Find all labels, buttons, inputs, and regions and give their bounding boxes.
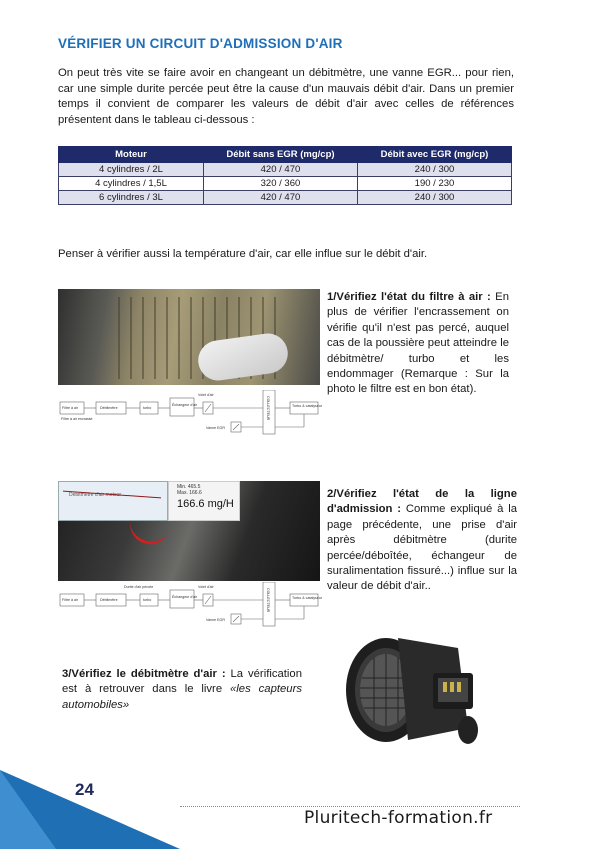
intake-diagram-1	[58, 390, 328, 440]
label-filter: Filtre à air	[62, 406, 78, 410]
air-filter-photo	[58, 289, 320, 385]
temperature-note: Penser à vérifier aussi la température d'air, car elle influe sur le débit d'air.	[58, 248, 428, 260]
label-turbo-cat: Turbo & catalyseur	[292, 404, 323, 408]
table-row	[59, 163, 512, 177]
table-row	[59, 177, 512, 191]
label-turbo: turbo	[143, 406, 152, 410]
label-meter: Débitmètre	[100, 406, 118, 410]
column-header: Moteur	[59, 147, 204, 163]
flow-reading: 166.6 mg/H	[177, 498, 234, 510]
label-leak: Durite d'air percée	[124, 585, 154, 589]
footer-divider	[180, 806, 520, 807]
column-header: Débit avec EGR (mg/cp)	[357, 147, 511, 163]
step1-text	[327, 290, 509, 398]
label-valve: Volet d'air	[198, 585, 214, 589]
graph-label: Débitmètre d'air moteur	[69, 492, 122, 498]
label-filter: Filtre à air	[62, 598, 78, 602]
reference-table	[58, 146, 512, 205]
table-cell: 420 / 470	[203, 191, 357, 205]
label-manifold: COLLECTEUR	[266, 588, 270, 613]
column-header: Débit sans EGR (mg/cp)	[203, 147, 357, 163]
flow-graph	[58, 481, 168, 521]
label-turbo-cat: Turbo & catalyseur	[292, 596, 323, 600]
table-cell: 320 / 360	[203, 177, 357, 191]
step2-heading: 2/Vérifiez l'état de la ligne d'admission :	[327, 488, 517, 516]
table-cell: 6 cylindres / 3L	[59, 191, 204, 205]
intake-diagram-2	[58, 582, 328, 632]
mass-air-flow-sensor-image	[338, 618, 493, 758]
book-title: «les capteurs automobiles»	[62, 683, 302, 711]
corner-decoration-light	[0, 770, 56, 849]
label-egr: Vanne EGR	[206, 426, 225, 430]
gloved-hand	[196, 331, 291, 383]
intake-line-photo	[58, 481, 320, 581]
step2-text	[327, 487, 517, 595]
table-cell: 420 / 470	[203, 163, 357, 177]
label-exchanger: Échangeur d'air	[172, 595, 198, 599]
label-dirty: Filtre à air encrassé	[61, 417, 93, 421]
intro-paragraph: On peut très vite se faire avoir en changeant un débitmètre, une vanne EGR... pour rien, car une simple durite percée peut être la cause d'un mauvais débit d'air. Dans un premier temps il convient de comparer les valeurs de débit d'air avec celles de références présentent dans le tableau ci-dessous :	[58, 67, 514, 126]
step1-body: En plus de vérifier l'encrassement on vérifie qu'il n'est pas percé, auquel cas de la poussière peut atteindre le débitmètre/ turbo et les endommager (Remarque : Sur la photo le filtre est en bon état).	[327, 291, 509, 396]
table-cell: 190 / 230	[357, 177, 511, 191]
label-manifold: COLLECTEUR	[266, 396, 270, 421]
footer-website: Pluritech-formation.fr	[304, 808, 493, 828]
flow-gauge: Min. 465.5 Max. 166.6 166.6 mg/H	[168, 481, 240, 521]
step1-heading: 1/Vérifiez l'état du filtre à air :	[327, 291, 491, 303]
table-row	[59, 191, 512, 205]
red-arrow-icon	[126, 516, 171, 549]
table-cell: 4 cylindres / 2L	[59, 163, 204, 177]
label-exchanger: Échangeur d'air	[172, 403, 198, 407]
page-title: VÉRIFIER UN CIRCUIT D'ADMISSION D'AIR	[58, 36, 343, 51]
label-meter: Débitmètre	[100, 598, 118, 602]
label-egr: Vanne EGR	[206, 618, 225, 622]
page-number: 24	[75, 780, 94, 799]
step3-body: La vérification est à retrouver dans le livre	[62, 668, 302, 696]
label-valve: Volet d'air	[198, 393, 214, 397]
step2-body: Comme expliqué à la page précédente, une prise d'air après débitmètre (durite percée/déboîtée, échangeur de suralimentation fissuré...) influe sur la valeur de débit d'air..	[327, 503, 517, 593]
table-cell: 240 / 300	[357, 191, 511, 205]
step3-heading: 3/Vérifiez le débitmètre d'air :	[62, 668, 226, 680]
table-cell: 240 / 300	[357, 163, 511, 177]
table-header-row	[59, 147, 512, 163]
step3-text	[62, 667, 302, 713]
table-cell: 4 cylindres / 1,5L	[59, 177, 204, 191]
label-turbo: turbo	[143, 598, 152, 602]
